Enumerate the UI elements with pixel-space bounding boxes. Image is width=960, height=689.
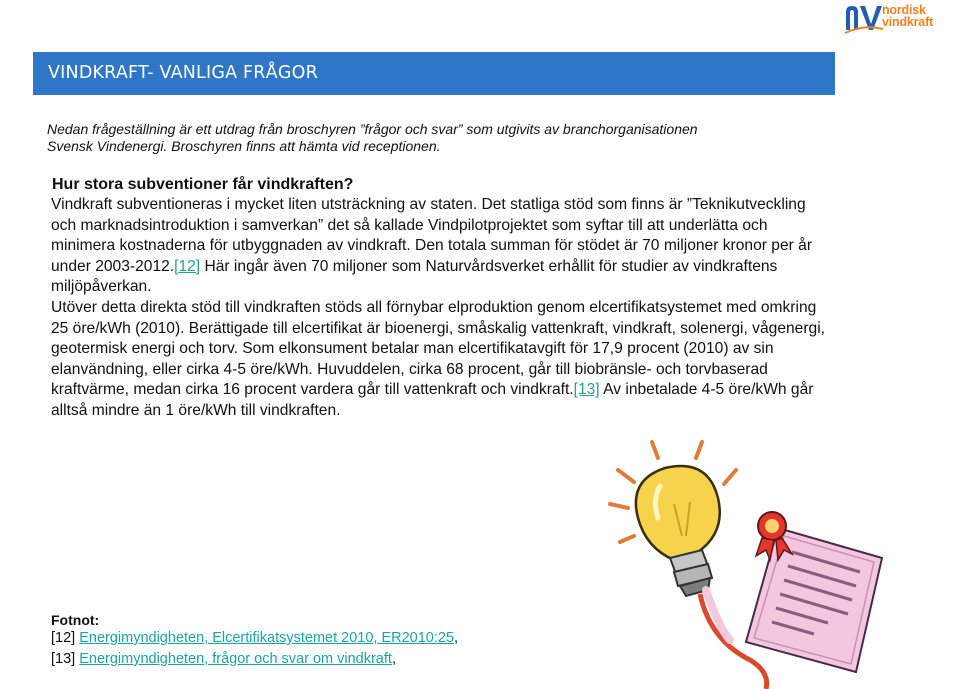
lightbulb-icon (610, 442, 736, 596)
body-text-segment: Av inbetalade 4-5 öre/kWh går (599, 381, 814, 399)
footnote-heading: Fotnot: (51, 612, 100, 628)
body-line: minimera kostnaderna för utbyggnaden av vindkraft. Den totala summan för stödet är 70 miljoner kronor per år (51, 237, 813, 255)
lightbulb-and-certificate-icon (570, 440, 890, 689)
intro-text (47, 121, 807, 155)
logo-text (882, 4, 933, 28)
certificate-icon (746, 512, 882, 672)
intro-line-2: Svensk Vindenergi. Broschyren finns att hämta vid receptionen. (47, 138, 441, 154)
nordisk-vindkraft-logo (844, 2, 960, 36)
footnote-13 (51, 651, 396, 667)
footnote-12-link[interactable]: Energimyndigheten, Elcertifikatsystemet 2010, ER2010:25 (79, 630, 455, 646)
answer-body (51, 195, 891, 422)
body-line (51, 380, 891, 401)
body-text-segment: under 2003-2012. (51, 257, 175, 275)
logo-line1: nordisk (882, 3, 926, 17)
footnote-tail: , (391, 651, 396, 667)
body-line: och marknadsintroduktion i samverkan” det så kallade Vindpilotprojektet som syftar till att underlätta och (51, 216, 768, 234)
footnote-number: [13] (51, 651, 80, 667)
body-line: alltså mindre än 1 öre/kWh till vindkraften. (51, 401, 341, 419)
body-line: Utöver detta direkta stöd till vindkraften stöds all förnybar elproduktion genom elcertifikatsystemet med omkring (51, 298, 817, 316)
footnote-ref-13-link[interactable]: [13] (573, 381, 600, 399)
question-heading: Hur stora subventioner får vindkraften? (52, 176, 354, 193)
body-text-segment: Här ingår även 70 miljoner som Naturvårdsverket erhållit för studier av vindkraftens (200, 257, 778, 275)
body-line: 25 öre/kWh (2010). Berättigade till elcertifikat är bioenergi, småskalig vattenkraft, vindkraft, solenergi, vågenergi, (51, 319, 825, 337)
nv-logo-mark-icon (844, 2, 884, 34)
body-text-segment: kraftvärme, medan cirka 16 procent vardera går till vattenkraft och vindkraft. (51, 381, 574, 399)
body-line: geotermisk energi och torv. Som elkonsument betalar man elcertifikatavgift för 17,9 procent (2010) av sin (51, 340, 774, 358)
body-line: miljöpåverkan. (51, 278, 152, 296)
footnote-number: [12] (51, 630, 80, 646)
footnote-13-link[interactable]: Energimyndigheten, frågor och svar om vindkraft (79, 651, 392, 667)
logo-line2: vindkraft (882, 15, 933, 29)
body-line (51, 257, 891, 278)
body-line: Vindkraft subventioneras i mycket liten utsträckning av staten. Det statliga stöd som finns är ”Teknikutveckling (51, 196, 806, 213)
page-title: VINDKRAFT- VANLIGA FRÅGOR (48, 63, 318, 83)
body-line: elanvändning, eller cirka 4-5 öre/kWh. Huvuddelen, cirka 68 procent, går till biobränsle- och torvbaserad (51, 360, 768, 378)
footnote-tail: , (454, 630, 459, 646)
footnote-12 (51, 630, 458, 646)
footnote-ref-12-link[interactable]: [12] (174, 257, 201, 275)
title-bar (33, 52, 835, 95)
intro-line-1: Nedan frågeställning är ett utdrag från broschyren ”frågor och svar” som utgivits av branchorganisationen (47, 121, 698, 137)
